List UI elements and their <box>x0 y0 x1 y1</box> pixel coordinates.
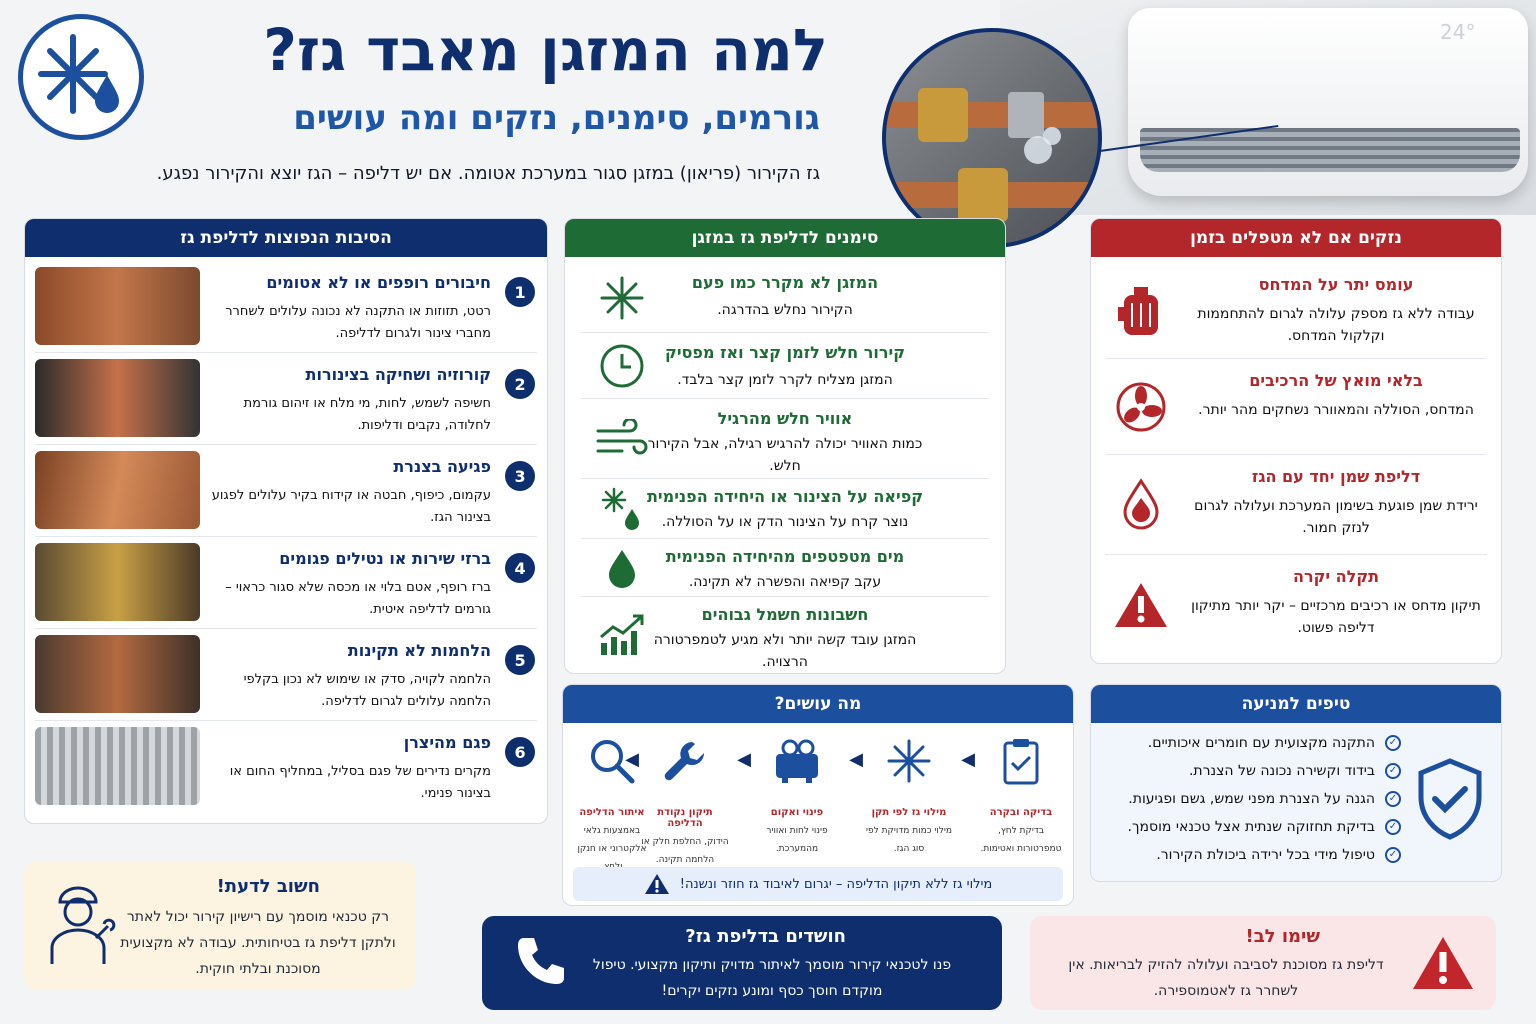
cause-number: 6 <box>505 737 535 767</box>
cause-title: ברזי שירות או נטילים פגומים <box>279 549 491 568</box>
damage-title: בלאי מואץ של הרכיבים <box>1249 371 1423 390</box>
warning-text: מילוי גז ללא תיקון הדליפה – יגרום לאיבוד גז חוזר ונשנה! <box>679 876 993 892</box>
page-subtitle: גורמים, סימנים, נזקים ומה עושים <box>293 98 820 138</box>
attention-text: דליפת גז מסוכנת לסביבה ועלולה להזיק לבריאות. אין לשחרר גז לאטמוספירה. <box>1068 957 1384 999</box>
cause-number: 3 <box>505 461 535 491</box>
check-icon: ✓ <box>1385 763 1401 779</box>
intro-text: גז הקירור (פריאון) במזגן סגור במערכת אטומה. אם יש דליפה – הגז יוצא והקירור נפגע. <box>156 163 820 184</box>
damage-desc: תיקון מדחס או רכיבים מרכזיים – יקר יותר מתיקון דליפה פשוט. <box>1191 598 1481 636</box>
cause-item <box>35 537 537 629</box>
symptom-item <box>581 479 989 539</box>
symptom-desc: הקירור נחלש בהדרגה. <box>717 302 853 318</box>
step-desc: פינוי לחות ואוויר מהמערכת. <box>766 826 828 854</box>
technician-icon <box>38 878 118 968</box>
step-title: איתור הדליפה <box>579 807 645 818</box>
snowflake-icon <box>33 29 129 125</box>
damage-item <box>1105 455 1487 555</box>
cause-desc: הלחמה לקויה, סדק או שימוש לא נכון בקלפי הלחמה עלולים לגרום לדליפה. <box>243 672 491 709</box>
check-icon: ✓ <box>1385 819 1401 835</box>
symptom-title: מים מטפטפים מהיחידה הפנימית <box>665 547 905 566</box>
cause-desc: ברז רופף, אטם בלוי או מכסה שלא סגור כראוי – גורמים לדליפה איטית. <box>225 580 491 617</box>
clipboard-check-icon <box>975 733 1067 789</box>
what-to-do-panel <box>562 684 1074 906</box>
cause-desc: מקרים נדירים של פגם בסליל, במחליף החום או בצינור פנימי. <box>229 764 491 801</box>
damages-panel <box>1090 218 1502 664</box>
damage-item <box>1105 359 1487 455</box>
warning-icon <box>644 873 670 895</box>
shield-check-icon <box>1415 757 1485 841</box>
cause-title: חיבורים רופפים או לא אטומים <box>266 273 491 292</box>
symptom-item <box>581 399 989 479</box>
cause-photo <box>35 543 200 621</box>
step-locate <box>567 733 657 876</box>
symptom-title: המזגן לא מקרר כמו פעם <box>691 273 879 292</box>
compressor-icon <box>1111 281 1171 341</box>
page-title: למה המזגן מאבד גז? <box>263 16 828 84</box>
cause-photo <box>35 267 200 345</box>
check-icon: ✓ <box>1385 735 1401 751</box>
tip-item: ✓התקנה מקצועית עם חומרים איכותיים. <box>1148 735 1401 751</box>
check-icon: ✓ <box>1385 847 1401 863</box>
ac-temperature-display: 24° <box>1440 20 1476 44</box>
cause-number: 4 <box>505 553 535 583</box>
damage-desc: ירידת שמן פוגעת בשימון המערכת ועלולה לגרום לנזק חמור. <box>1194 498 1478 536</box>
warning-icon <box>1410 934 1476 992</box>
cause-desc: עקמום, כיפוף, חבטה או קידוח בקיר עלולים לפגוע בצינור הגז. <box>211 488 491 525</box>
symptom-desc: כמות האוויר יכולה להרגיש רגילה, אבל הקירור חלש. <box>647 436 923 474</box>
symptom-item <box>581 333 989 399</box>
attention-title: שימו לב! <box>1245 926 1320 947</box>
damage-title: דליפת שמן יחד עם הגז <box>1251 467 1421 486</box>
cause-photo <box>35 635 200 713</box>
symptom-item <box>581 263 989 333</box>
damage-desc: המדחס, הסוללה והמאוורר נשחקים מהר יותר. <box>1198 402 1474 418</box>
important-box <box>24 862 416 990</box>
tip-item: ✓טיפול מידי בכל ירידה ביכולת הקירור. <box>1156 847 1401 863</box>
refill-warning <box>573 867 1063 901</box>
cause-item <box>35 261 537 353</box>
suspect-text: פנו לטכנאי קירור מוסמך לאיתור מדויק ותיקון מקצועי. טיפול מוקדם חוסך כסף ומונע נזקים יקרים! <box>592 957 952 999</box>
cause-number: 1 <box>505 277 535 307</box>
cause-title: פגם מהיצרן <box>403 733 491 752</box>
ac-vent <box>1140 128 1520 172</box>
warning-icon <box>1111 575 1171 635</box>
damage-desc: עבודה ללא גז מספק עלולה לגרום להתחממות וקלקול המדחס. <box>1197 306 1475 344</box>
symptom-desc: המזגן עובד קשה יותר ולא מגיע לטמפרטורה הרצויה. <box>653 632 917 670</box>
causes-title: הסיבות הנפוצות לדליפת גז <box>25 219 547 257</box>
step-title: בדיקה ובקרה <box>989 807 1053 818</box>
arrow-icon: ◀ <box>961 749 975 770</box>
damage-title: תקלה יקרה <box>1292 567 1380 586</box>
fan-icon <box>1111 377 1171 437</box>
symptom-title: אוויר חלש מהרגיל <box>717 409 853 428</box>
oil-drop-icon <box>1111 475 1171 535</box>
cause-photo <box>35 451 200 529</box>
cause-number: 2 <box>505 369 535 399</box>
damage-item <box>1105 263 1487 359</box>
symptoms-title: סימנים לדליפת גז במזגן <box>565 219 1005 257</box>
cause-title: פגיעה בצנרת <box>393 457 491 476</box>
step-title: מילוי גז לפי תקן <box>871 807 947 818</box>
step-title: פינוי ואקום <box>770 807 824 818</box>
step-desc: באמצעות גלאי אלקטרוני או חנקן <box>577 826 647 854</box>
step-desc: הידוק, החלפת חלק או הלחמה תקינה. <box>641 837 729 865</box>
tips-panel <box>1090 684 1502 882</box>
step-desc: בדיקת לחץ, טמפרטורות ואטימות. <box>980 826 1062 854</box>
symptom-desc: עקב קפיאה והפשרה לא תקינה. <box>688 574 882 590</box>
causes-panel <box>24 218 548 824</box>
cause-item <box>35 721 537 813</box>
attention-box <box>1030 916 1496 1010</box>
magnifier-icon <box>567 733 657 789</box>
symptom-title: קירור חלש לזמן קצר ואז מפסיק <box>665 343 905 362</box>
suspect-title: חושדים בדליפת גז? <box>685 926 846 947</box>
arrow-icon: ◀ <box>737 749 751 770</box>
logo <box>18 14 144 140</box>
water-drop-icon <box>95 75 119 113</box>
cause-desc: רטט, תזוזות או התקנה לא נכונה עלולים לשחרר מחברי צינור ולגרום לדליפה. <box>225 304 491 341</box>
symptom-desc: נוצר קרח על הצינור הדק או על הסוללה. <box>661 514 909 530</box>
phone-icon <box>512 934 568 990</box>
arrow-icon: ◀ <box>849 749 863 770</box>
tip-item: ✓הגנה על הצנרת מפני שמש, גשם ופגיעות. <box>1128 791 1401 807</box>
damages-title: נזקים אם לא מטפלים בזמן <box>1091 219 1501 257</box>
suspect-box <box>482 916 1002 1010</box>
check-icon: ✓ <box>1385 791 1401 807</box>
step-refill <box>863 733 955 858</box>
cause-item <box>35 445 537 537</box>
leaking-pipe-image <box>882 28 1102 248</box>
cause-photo <box>35 359 200 437</box>
symptoms-panel <box>564 218 1006 674</box>
important-title: חשוב לדעת! <box>216 876 320 897</box>
cause-item <box>35 353 537 445</box>
damage-item <box>1105 555 1487 655</box>
symptom-item <box>581 597 989 673</box>
step-title: תיקון נקודת הדליפה <box>657 807 713 829</box>
damage-title: עומס יתר על המדחס <box>1258 275 1414 294</box>
tip-item: ✓בדיקת תחזוקה שנתית אצל טכנאי מוסמך. <box>1128 819 1401 835</box>
symptom-item <box>581 539 989 597</box>
what-to-do-title: מה עושים? <box>563 685 1073 723</box>
cause-title: קורוזיה ושחיקה בצינורות <box>305 365 491 384</box>
vacuum-pump-icon <box>751 733 843 789</box>
tips-title: טיפים למניעה <box>1091 685 1501 723</box>
symptom-title: קפיאה על הצינור או היחידה הפנימית <box>646 487 923 506</box>
cause-item <box>35 629 537 721</box>
arrow-icon: ◀ <box>625 749 639 770</box>
tip-item: ✓בידוד וקשירה נכונה של הצנרת. <box>1189 763 1401 779</box>
snowflake-icon <box>863 733 955 789</box>
cause-desc: חשיפה לשמש, לחות, מי מלח או זיהום גורמת לחלודה, נקבים ודליפות. <box>243 396 491 433</box>
symptom-title: חשבונות חשמל גבוהים <box>701 605 869 624</box>
symptom-desc: המזגן מצליח לקרר לזמן קצר בלבד. <box>677 372 893 388</box>
cause-number: 5 <box>505 645 535 675</box>
cause-title: הלחמות לא תקינות <box>347 641 491 660</box>
important-text: רק טכנאי מוסמך עם רישיון קירור יכול לאתר ולתקן דליפת גז בטיחותית. עבודה לא מקצועית מסוכנת ובלתי חוקית. <box>120 909 396 977</box>
step-desc: מילוי כמות מדויקת לפי סוג הגז. <box>865 826 953 854</box>
step-check <box>975 733 1067 858</box>
step-vacuum <box>751 733 843 858</box>
cause-photo <box>35 727 200 805</box>
